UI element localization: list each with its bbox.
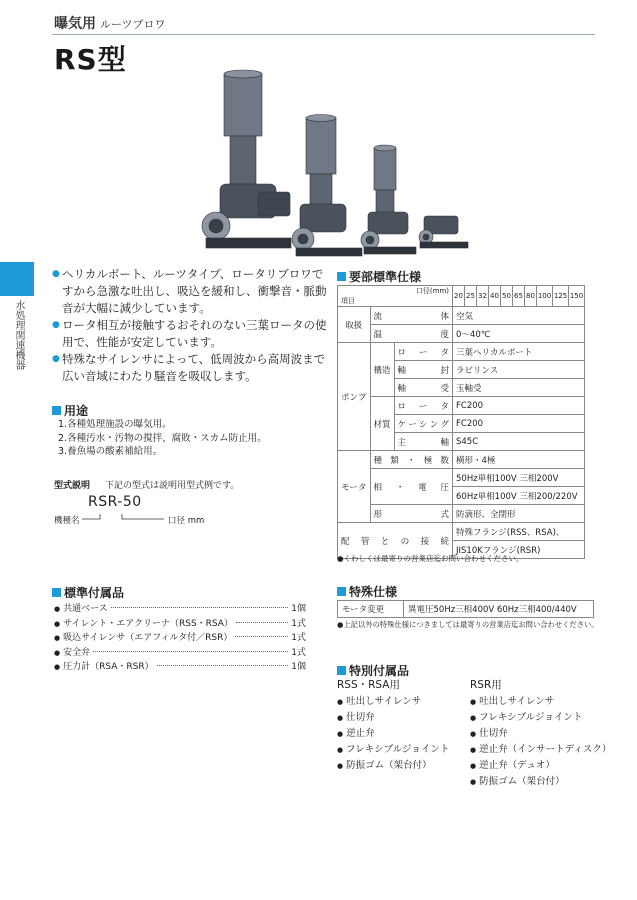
spec-value: 0～40℃	[453, 325, 585, 343]
spec-label: 主軸	[394, 433, 452, 451]
type-desc-label: 型式説明	[54, 481, 91, 491]
spec-value: ラビリンス	[453, 361, 585, 379]
spec-value: 玉軸受	[453, 379, 585, 397]
option-item: ● 吐出しサイレンサ	[470, 694, 611, 710]
size-cell: 50	[501, 286, 513, 307]
spec-value: JIS10Kフランジ(RSR)	[453, 541, 585, 559]
option-item: ● フレキシブルジョイント	[470, 710, 611, 726]
section-side-label: 水処理関連機器	[13, 300, 24, 370]
blower-small	[361, 145, 416, 254]
options-rss-title: RSS・RSA用	[337, 679, 400, 691]
spec-group-label: 取扱	[338, 307, 371, 343]
category-label: 曝気用	[54, 16, 96, 32]
size-cell: 150	[569, 286, 585, 307]
option-item: ● 仕切弁	[337, 710, 449, 726]
uses-heading: 用途	[52, 402, 88, 419]
size-cell: 40	[489, 286, 501, 307]
spec-value: 防滴形、全閉形	[453, 505, 585, 523]
option-item: ● 防振ゴム（架台付）	[337, 758, 449, 774]
special-note: ●上記以外の特殊仕様につきましては最寄りの営業店迄お問い合わせください。	[337, 620, 599, 629]
size-cell: 20	[453, 286, 465, 307]
special-heading: 特殊仕様	[337, 583, 397, 600]
use-item: 1.各種処理施設の曝気用。	[58, 419, 172, 430]
option-item: ● 逆止弁（デュオ）	[470, 758, 611, 774]
options-rsr-column	[470, 678, 611, 790]
size-cell: 65	[513, 286, 525, 307]
spec-header-cell: 口径(mm) 項目	[338, 286, 453, 307]
spec-value: 三葉ヘリカルボート	[453, 343, 585, 361]
spec-value: 空気	[453, 307, 585, 325]
spec-value: 60Hz単相100V 三相200/220V	[453, 487, 585, 505]
option-item: ● フレキシブルジョイント	[337, 742, 449, 758]
spec-note: ●くわしくは最寄りの営業店迄お問い合わせください。	[337, 554, 524, 563]
feature-item: ● 特殊なサイレンサによって、低周波から高周波まで広い音域にわたり騒音を吸収します。	[52, 351, 334, 385]
feature-list	[52, 266, 334, 385]
options-rss-column	[337, 678, 449, 774]
spec-group-label: モータ	[338, 451, 371, 523]
feature-item: ● ロータ相互が接触するおそれのない三葉ロータの使用で、性能が安定しています。	[52, 317, 334, 351]
size-cell: 32	[477, 286, 489, 307]
category-heading	[54, 13, 166, 33]
option-item: ● 吐出しサイレンサ	[337, 694, 449, 710]
spec-label: ケーシング	[394, 415, 452, 433]
blower-medium	[292, 115, 362, 257]
acc-row: ● サイレント・エアクリーナ（RSS・RSA） 1式	[54, 618, 306, 629]
type-desc-note: 下記の型式は説明用型式例です。	[105, 481, 240, 491]
option-item: ● 逆止弁	[337, 726, 449, 742]
acc-row: ● 吸込サイレンサ（エアフィルタ付／RSR） 1式	[54, 633, 306, 643]
spec-value: FC200	[453, 415, 585, 433]
spec-label: 流体	[370, 307, 452, 325]
acc-row: ● 圧力計（RSA・RSR） 1個	[54, 662, 306, 672]
spec-subgroup-label: 構造	[370, 343, 394, 397]
size-cell: 80	[525, 286, 537, 307]
acc-row: ● 安全弁 1式	[54, 647, 306, 658]
uses-list	[58, 418, 267, 459]
use-item: 3.養魚場の酸素補給用。	[58, 446, 163, 457]
options-heading: 特別付属品	[337, 662, 409, 679]
machine-name-label: 機種名	[54, 516, 80, 526]
size-cell: 100	[537, 286, 553, 307]
blower-large	[202, 70, 291, 248]
std-acc-heading: 標準付属品	[52, 584, 124, 601]
special-value: 異電圧50Hz三相400V 60Hz三相400/440V	[404, 601, 594, 618]
option-item: ● 逆止弁（インサートディスク）	[470, 742, 611, 758]
spec-value: S45C	[453, 433, 585, 451]
spec-label: 種類・極数	[370, 451, 452, 469]
header-divider	[52, 34, 595, 35]
page-title: RS型	[54, 43, 127, 76]
options-rsr-title: RSR用	[470, 679, 502, 691]
bore-label: 口径 mm	[168, 516, 205, 526]
spec-value: FC200	[453, 397, 585, 415]
type-code-leader-lines	[52, 500, 252, 530]
spec-label: 配管との接続	[338, 523, 453, 559]
special-label: モータ変更	[338, 601, 404, 618]
subcategory-label: ルーツブロワ	[100, 18, 166, 31]
spec-label: ロータ	[394, 343, 452, 361]
product-photo	[200, 66, 475, 266]
size-cell: 125	[553, 286, 569, 307]
spec-label: 相・電圧	[370, 469, 452, 505]
acc-row: ● 共通ベース 1個	[54, 604, 306, 614]
feature-item: ● ヘリカルボート、ルーツタイプ、ロータリブロワですから急激な吐出し、吸込を緩和し、衝撃音・脈動音が大幅に減少しています。	[52, 266, 334, 317]
type-code-example: RSR-50	[88, 494, 142, 510]
spec-value: 50Hz単相100V 三相200V	[453, 469, 585, 487]
spec-value: 横形・4極	[453, 451, 585, 469]
spec-table	[337, 285, 585, 559]
blower-mini	[419, 216, 468, 248]
special-spec-table	[337, 600, 594, 618]
use-item: 2.各種汚水・汚物の撹拌、腐敗・スカム防止用。	[58, 432, 267, 444]
section-tab-marker	[0, 262, 34, 296]
spec-label: 形式	[370, 505, 452, 523]
spec-group-label: ポンプ	[338, 343, 371, 451]
size-cell: 25	[465, 286, 477, 307]
spec-heading: 要部標準仕様	[337, 268, 421, 285]
spec-label: ロータ	[394, 397, 452, 415]
option-item: ● 仕切弁	[470, 726, 611, 742]
option-item: ● 防振ゴム（架台付）	[470, 774, 611, 790]
spec-label: 軸封	[394, 361, 452, 379]
spec-label: 軸受	[394, 379, 452, 397]
spec-value: 特殊フランジ(RSS、RSA)、	[453, 523, 585, 541]
spec-label: 温度	[370, 325, 452, 343]
spec-subgroup-label: 材質	[370, 397, 394, 451]
std-acc-list	[54, 602, 306, 675]
